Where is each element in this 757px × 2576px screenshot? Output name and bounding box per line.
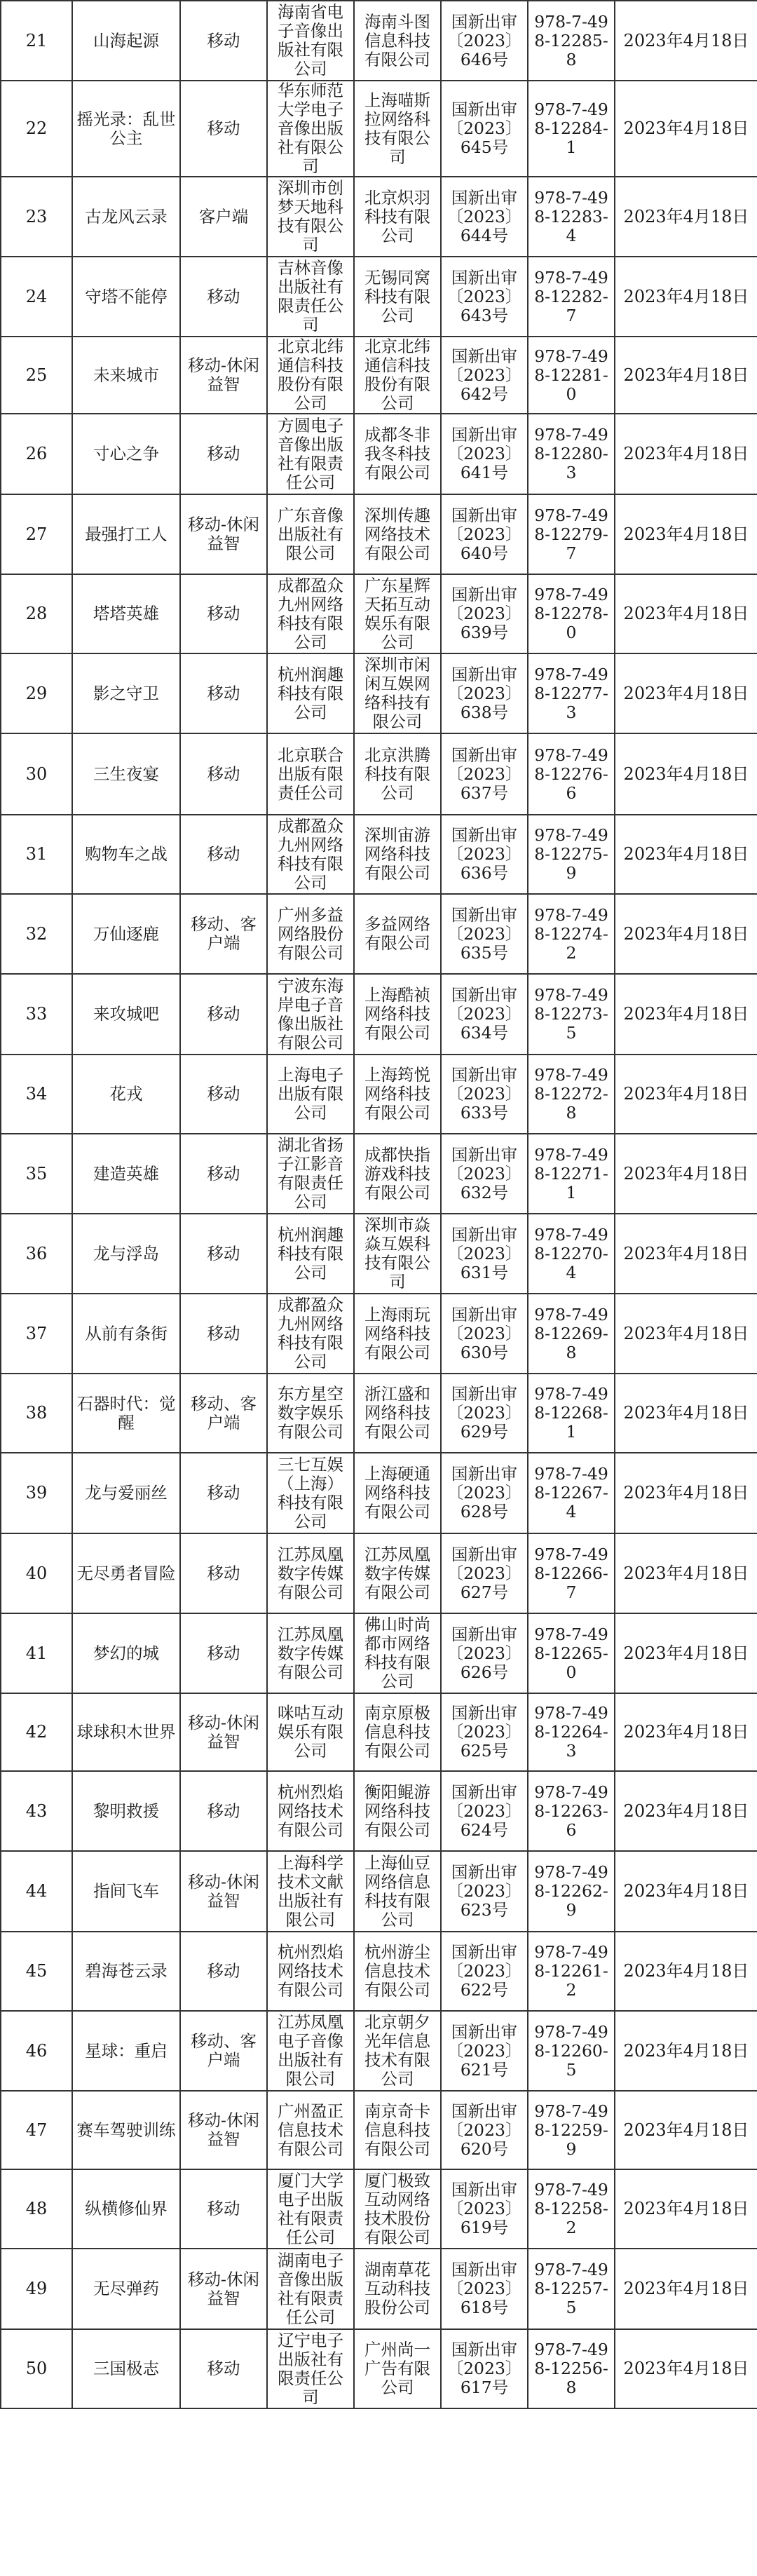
row-number: 48: [1, 2169, 72, 2249]
table-row: [1, 2329, 757, 2408]
table-row: [1, 1613, 757, 1693]
game-type: 移动: [180, 1453, 267, 1533]
game-name: 三国极志: [72, 2329, 180, 2408]
publisher-unit: 深圳市创梦天地科技有限公司: [267, 177, 354, 257]
operator-unit: 上海筠悦网络科技有限公司: [354, 1055, 441, 1134]
approval-number: 国新出审〔2023〕617号: [441, 2329, 528, 2408]
game-name: 古龙风云录: [72, 177, 180, 257]
row-number: 41: [1, 1613, 72, 1693]
game-name: 石器时代：觉醒: [72, 1374, 180, 1453]
approval-date: 2023年4月18日: [615, 1851, 757, 1932]
game-type: 移动: [180, 1214, 267, 1294]
isbn-number: 978-7-498-12269-8: [528, 1294, 615, 1374]
game-type: 移动-休闲益智: [180, 1851, 267, 1932]
game-type: 移动-休闲益智: [180, 494, 267, 574]
game-name: 摇光录：乱世公主: [72, 81, 180, 177]
operator-unit: 浙江盛和网络科技有限公司: [354, 1374, 441, 1453]
game-name: 守塔不能停: [72, 257, 180, 337]
approval-number: 国新出审〔2023〕628号: [441, 1453, 528, 1533]
publisher-unit: 东方星空数字娱乐有限公司: [267, 1374, 354, 1453]
publisher-unit: 成都盈众九州网络科技有限公司: [267, 574, 354, 653]
game-type: 客户端: [180, 177, 267, 257]
approval-number: 国新出审〔2023〕640号: [441, 494, 528, 574]
table-row: [1, 2091, 757, 2169]
publisher-unit: 北京联合出版有限责任公司: [267, 733, 354, 815]
approval-date: 2023年4月18日: [615, 653, 757, 733]
approval-date: 2023年4月18日: [615, 1214, 757, 1294]
isbn-number: 978-7-498-12278-0: [528, 574, 615, 653]
game-type: 移动、客户端: [180, 2011, 267, 2091]
game-type: 移动、客户端: [180, 894, 267, 974]
row-number: 44: [1, 1851, 72, 1932]
operator-unit: 海南斗图信息科技有限公司: [354, 1, 441, 81]
row-number: 49: [1, 2249, 72, 2329]
game-type: 移动、客户端: [180, 1374, 267, 1453]
isbn-number: 978-7-498-12262-9: [528, 1851, 615, 1932]
isbn-number: 978-7-498-12267-4: [528, 1453, 615, 1533]
game-name: 无尽弹药: [72, 2249, 180, 2329]
approval-date: 2023年4月18日: [615, 733, 757, 815]
approval-date: 2023年4月18日: [615, 2169, 757, 2249]
game-type: 移动: [180, 1, 267, 81]
table-row: [1, 337, 757, 414]
row-number: 22: [1, 81, 72, 177]
row-number: 28: [1, 574, 72, 653]
isbn-number: 978-7-498-12264-3: [528, 1693, 615, 1771]
approval-date: 2023年4月18日: [615, 1932, 757, 2011]
publisher-unit: 方圆电子音像出版社有限责任公司: [267, 414, 354, 494]
isbn-number: 978-7-498-12284-1: [528, 81, 615, 177]
game-name: 星球：重启: [72, 2011, 180, 2091]
approval-date: 2023年4月18日: [615, 257, 757, 337]
row-number: 42: [1, 1693, 72, 1771]
table-row: [1, 1214, 757, 1294]
operator-unit: 多益网络有限公司: [354, 894, 441, 974]
publisher-unit: 杭州烈焰网络技术有限公司: [267, 1771, 354, 1851]
game-type: 移动: [180, 1771, 267, 1851]
row-number: 24: [1, 257, 72, 337]
operator-unit: 南京奇卡信息科技有限公司: [354, 2091, 441, 2169]
publisher-unit: 杭州烈焰网络技术有限公司: [267, 1932, 354, 2011]
game-name: 无尽勇者冒险: [72, 1533, 180, 1613]
operator-unit: 上海喵斯拉网络科技有限公司: [354, 81, 441, 177]
operator-unit: 北京朝夕光年信息技术有限公司: [354, 2011, 441, 2091]
game-type: 移动: [180, 1533, 267, 1613]
publisher-unit: 北京北纬通信科技股份有限公司: [267, 337, 354, 414]
operator-unit: 广东星辉天拓互动娱乐有限公司: [354, 574, 441, 653]
table-row: [1, 1693, 757, 1771]
game-name: 塔塔英雄: [72, 574, 180, 653]
approval-number: 国新出审〔2023〕641号: [441, 414, 528, 494]
game-name: 球球积木世界: [72, 1693, 180, 1771]
publisher-unit: 江苏凤凰数字传媒有限公司: [267, 1533, 354, 1613]
row-number: 21: [1, 1, 72, 81]
approval-date: 2023年4月18日: [615, 1, 757, 81]
operator-unit: 上海酷祯网络科技有限公司: [354, 974, 441, 1055]
row-number: 36: [1, 1214, 72, 1294]
operator-unit: 上海雨玩网络科技有限公司: [354, 1294, 441, 1374]
game-name: 寸心之争: [72, 414, 180, 494]
approval-date: 2023年4月18日: [615, 1533, 757, 1613]
row-number: 46: [1, 2011, 72, 2091]
table-row: [1, 1851, 757, 1932]
approval-number: 国新出审〔2023〕632号: [441, 1134, 528, 1214]
isbn-number: 978-7-498-12272-8: [528, 1055, 615, 1134]
game-name: 山海起源: [72, 1, 180, 81]
publisher-unit: 厦门大学电子出版社有限责任公司: [267, 2169, 354, 2249]
game-name: 未来城市: [72, 337, 180, 414]
approval-date: 2023年4月18日: [615, 2091, 757, 2169]
publisher-unit: 湖南电子音像出版社有限责任公司: [267, 2249, 354, 2329]
approval-date: 2023年4月18日: [615, 2011, 757, 2091]
operator-unit: 北京炽羽科技有限公司: [354, 177, 441, 257]
operator-unit: 衡阳鲲游网络科技有限公司: [354, 1771, 441, 1851]
game-type: 移动: [180, 81, 267, 177]
operator-unit: 深圳宙游网络科技有限公司: [354, 815, 441, 894]
approval-date: 2023年4月18日: [615, 815, 757, 894]
approval-number: 国新出审〔2023〕636号: [441, 815, 528, 894]
approval-number: 国新出审〔2023〕630号: [441, 1294, 528, 1374]
operator-unit: 上海仙豆网络信息科技有限公司: [354, 1851, 441, 1932]
isbn-number: 978-7-498-12273-5: [528, 974, 615, 1055]
table-row: [1, 494, 757, 574]
approval-number: 国新出审〔2023〕646号: [441, 1, 528, 81]
isbn-number: 978-7-498-12256-8: [528, 2329, 615, 2408]
isbn-number: 978-7-498-12266-7: [528, 1533, 615, 1613]
row-number: 47: [1, 2091, 72, 2169]
game-name: 黎明救援: [72, 1771, 180, 1851]
approval-date: 2023年4月18日: [615, 2329, 757, 2408]
game-type: 移动: [180, 2169, 267, 2249]
publisher-unit: 成都盈众九州网络科技有限公司: [267, 815, 354, 894]
publisher-unit: 上海科学技术文献出版社有限公司: [267, 1851, 354, 1932]
approval-date: 2023年4月18日: [615, 1374, 757, 1453]
approval-date: 2023年4月18日: [615, 177, 757, 257]
table-row: [1, 257, 757, 337]
table-row: [1, 1134, 757, 1214]
table-row: [1, 815, 757, 894]
game-name: 万仙逐鹿: [72, 894, 180, 974]
approval-number: 国新出审〔2023〕642号: [441, 337, 528, 414]
game-type: 移动-休闲益智: [180, 2249, 267, 2329]
row-number: 25: [1, 337, 72, 414]
game-type: 移动-休闲益智: [180, 337, 267, 414]
table-row: [1, 177, 757, 257]
operator-unit: 厦门极致互动网络技术股份有限公司: [354, 2169, 441, 2249]
game-type: 移动: [180, 733, 267, 815]
approval-date: 2023年4月18日: [615, 81, 757, 177]
approval-number: 国新出审〔2023〕631号: [441, 1214, 528, 1294]
approval-number: 国新出审〔2023〕627号: [441, 1533, 528, 1613]
row-number: 33: [1, 974, 72, 1055]
isbn-number: 978-7-498-12260-5: [528, 2011, 615, 2091]
approval-number: 国新出审〔2023〕633号: [441, 1055, 528, 1134]
game-type: 移动: [180, 1294, 267, 1374]
operator-unit: 无锡同窝科技有限公司: [354, 257, 441, 337]
game-name: 赛车驾驶训练: [72, 2091, 180, 2169]
table-row: [1, 2169, 757, 2249]
row-number: 31: [1, 815, 72, 894]
row-number: 37: [1, 1294, 72, 1374]
row-number: 26: [1, 414, 72, 494]
table-row: [1, 1055, 757, 1134]
table-row: [1, 1771, 757, 1851]
publisher-unit: 华东师范大学电子音像出版社有限公司: [267, 81, 354, 177]
approval-date: 2023年4月18日: [615, 1771, 757, 1851]
publisher-unit: 杭州润趣科技有限公司: [267, 653, 354, 733]
game-type: 移动: [180, 1613, 267, 1693]
row-number: 43: [1, 1771, 72, 1851]
game-type: 移动: [180, 1055, 267, 1134]
publisher-unit: 辽宁电子出版社有限责任公司: [267, 2329, 354, 2408]
approval-number: 国新出审〔2023〕639号: [441, 574, 528, 653]
operator-unit: 深圳市焱焱互娱科技有限公司: [354, 1214, 441, 1294]
table-row: [1, 894, 757, 974]
approval-date: 2023年4月18日: [615, 1453, 757, 1533]
approval-number: 国新出审〔2023〕643号: [441, 257, 528, 337]
game-name: 建造英雄: [72, 1134, 180, 1214]
game-type: 移动: [180, 257, 267, 337]
row-number: 27: [1, 494, 72, 574]
approval-number: 国新出审〔2023〕618号: [441, 2249, 528, 2329]
game-name: 三生夜宴: [72, 733, 180, 815]
game-name: 从前有条街: [72, 1294, 180, 1374]
game-name: 影之守卫: [72, 653, 180, 733]
operator-unit: 上海硬通网络科技有限公司: [354, 1453, 441, 1533]
isbn-number: 978-7-498-12258-2: [528, 2169, 615, 2249]
publisher-unit: 广州盈正信息技术有限公司: [267, 2091, 354, 2169]
approval-number: 国新出审〔2023〕635号: [441, 894, 528, 974]
game-name: 最强打工人: [72, 494, 180, 574]
operator-unit: 佛山时尚都市网络科技有限公司: [354, 1613, 441, 1693]
table-row: [1, 1, 757, 81]
game-type: 移动: [180, 414, 267, 494]
game-type: 移动: [180, 2329, 267, 2408]
isbn-number: 978-7-498-12268-1: [528, 1374, 615, 1453]
isbn-number: 978-7-498-12270-4: [528, 1214, 615, 1294]
isbn-number: 978-7-498-12285-8: [528, 1, 615, 81]
isbn-number: 978-7-498-12263-6: [528, 1771, 615, 1851]
operator-unit: 南京原极信息科技有限公司: [354, 1693, 441, 1771]
operator-unit: 杭州游尘信息技术有限公司: [354, 1932, 441, 2011]
row-number: 29: [1, 653, 72, 733]
operator-unit: 深圳市闲闲互娱网络科技有限公司: [354, 653, 441, 733]
game-type: 移动: [180, 815, 267, 894]
row-number: 30: [1, 733, 72, 815]
approval-number: 国新出审〔2023〕624号: [441, 1771, 528, 1851]
table-row: [1, 1533, 757, 1613]
publisher-unit: 海南省电子音像出版社有限公司: [267, 1, 354, 81]
row-number: 23: [1, 177, 72, 257]
approval-date: 2023年4月18日: [615, 2249, 757, 2329]
publisher-unit: 湖北省扬子江影音有限责任公司: [267, 1134, 354, 1214]
table-row: [1, 414, 757, 494]
publisher-unit: 江苏凤凰数字传媒有限公司: [267, 1613, 354, 1693]
approval-number: 国新出审〔2023〕620号: [441, 2091, 528, 2169]
game-type: 移动: [180, 574, 267, 653]
row-number: 34: [1, 1055, 72, 1134]
operator-unit: 北京北纬通信科技股份有限公司: [354, 337, 441, 414]
approval-date: 2023年4月18日: [615, 1294, 757, 1374]
approval-number: 国新出审〔2023〕626号: [441, 1613, 528, 1693]
table-row: [1, 2249, 757, 2329]
isbn-number: 978-7-498-12277-3: [528, 653, 615, 733]
publisher-unit: 成都盈众九州网络科技有限公司: [267, 1294, 354, 1374]
row-number: 50: [1, 2329, 72, 2408]
isbn-number: 978-7-498-12283-4: [528, 177, 615, 257]
game-type: 移动: [180, 1134, 267, 1214]
operator-unit: 湖南草花互动科技股份公司: [354, 2249, 441, 2329]
approval-date: 2023年4月18日: [615, 1693, 757, 1771]
isbn-number: 978-7-498-12276-6: [528, 733, 615, 815]
game-name: 花戎: [72, 1055, 180, 1134]
operator-unit: 北京洪腾科技有限公司: [354, 733, 441, 815]
approval-number: 国新出审〔2023〕645号: [441, 81, 528, 177]
approval-date: 2023年4月18日: [615, 1134, 757, 1214]
approval-date: 2023年4月18日: [615, 574, 757, 653]
row-number: 35: [1, 1134, 72, 1214]
row-number: 39: [1, 1453, 72, 1533]
approval-date: 2023年4月18日: [615, 337, 757, 414]
approval-date: 2023年4月18日: [615, 494, 757, 574]
approval-number: 国新出审〔2023〕638号: [441, 653, 528, 733]
table-row: [1, 81, 757, 177]
game-name: 梦幻的城: [72, 1613, 180, 1693]
isbn-number: 978-7-498-12279-7: [528, 494, 615, 574]
publisher-unit: 吉林音像出版社有限责任公司: [267, 257, 354, 337]
isbn-number: 978-7-498-12274-2: [528, 894, 615, 974]
approval-number: 国新出审〔2023〕634号: [441, 974, 528, 1055]
approval-number: 国新出审〔2023〕622号: [441, 1932, 528, 2011]
table-row: [1, 1453, 757, 1533]
isbn-number: 978-7-498-12275-9: [528, 815, 615, 894]
game-name: 龙与浮岛: [72, 1214, 180, 1294]
table-row: [1, 733, 757, 815]
operator-unit: 江苏凤凰数字传媒有限公司: [354, 1533, 441, 1613]
publisher-unit: 杭州润趣科技有限公司: [267, 1214, 354, 1294]
approval-date: 2023年4月18日: [615, 974, 757, 1055]
approval-number: 国新出审〔2023〕637号: [441, 733, 528, 815]
operator-unit: 广州尚一广告有限公司: [354, 2329, 441, 2408]
publisher-unit: 江苏凤凰电子音像出版社有限公司: [267, 2011, 354, 2091]
table-row: [1, 653, 757, 733]
approval-number: 国新出审〔2023〕619号: [441, 2169, 528, 2249]
publisher-unit: 三七互娱（上海）科技有限公司: [267, 1453, 354, 1533]
row-number: 38: [1, 1374, 72, 1453]
game-type: 移动: [180, 974, 267, 1055]
approval-date: 2023年4月18日: [615, 894, 757, 974]
publisher-unit: 咪咕互动娱乐有限公司: [267, 1693, 354, 1771]
operator-unit: 成都快指游戏科技有限公司: [354, 1134, 441, 1214]
isbn-number: 978-7-498-12257-5: [528, 2249, 615, 2329]
table-row: [1, 1294, 757, 1374]
approval-date: 2023年4月18日: [615, 1055, 757, 1134]
game-type: 移动: [180, 653, 267, 733]
game-name: 纵横修仙界: [72, 2169, 180, 2249]
isbn-number: 978-7-498-12271-1: [528, 1134, 615, 1214]
table-row: [1, 2011, 757, 2091]
isbn-number: 978-7-498-12280-3: [528, 414, 615, 494]
approval-date: 2023年4月18日: [615, 1613, 757, 1693]
approval-number: 国新出审〔2023〕625号: [441, 1693, 528, 1771]
approval-number: 国新出审〔2023〕644号: [441, 177, 528, 257]
table-row: [1, 974, 757, 1055]
game-type: 移动-休闲益智: [180, 1693, 267, 1771]
table-body: [1, 1, 757, 2408]
operator-unit: 深圳传趣网络技术有限公司: [354, 494, 441, 574]
publisher-unit: 广东音像出版社有限公司: [267, 494, 354, 574]
game-name: 碧海苍云录: [72, 1932, 180, 2011]
approval-number: 国新出审〔2023〕623号: [441, 1851, 528, 1932]
row-number: 45: [1, 1932, 72, 2011]
isbn-number: 978-7-498-12281-0: [528, 337, 615, 414]
game-name: 龙与爱丽丝: [72, 1453, 180, 1533]
game-name: 购物车之战: [72, 815, 180, 894]
approval-date: 2023年4月18日: [615, 414, 757, 494]
publisher-unit: 宁波东海岸电子音像出版社有限公司: [267, 974, 354, 1055]
row-number: 32: [1, 894, 72, 974]
publisher-unit: 广州多益网络股份有限公司: [267, 894, 354, 974]
approval-number: 国新出审〔2023〕621号: [441, 2011, 528, 2091]
isbn-number: 978-7-498-12261-2: [528, 1932, 615, 2011]
table-row: [1, 1932, 757, 2011]
publisher-unit: 上海电子出版有限公司: [267, 1055, 354, 1134]
isbn-number: 978-7-498-12259-9: [528, 2091, 615, 2169]
game-name: 指间飞车: [72, 1851, 180, 1932]
isbn-number: 978-7-498-12282-7: [528, 257, 615, 337]
table-row: [1, 1374, 757, 1453]
table-row: [1, 574, 757, 653]
isbn-number: 978-7-498-12265-0: [528, 1613, 615, 1693]
operator-unit: 成都冬非我冬科技有限公司: [354, 414, 441, 494]
game-name: 来攻城吧: [72, 974, 180, 1055]
approval-number: 国新出审〔2023〕629号: [441, 1374, 528, 1453]
game-type: 移动-休闲益智: [180, 2091, 267, 2169]
game-type: 移动: [180, 1932, 267, 2011]
row-number: 40: [1, 1533, 72, 1613]
